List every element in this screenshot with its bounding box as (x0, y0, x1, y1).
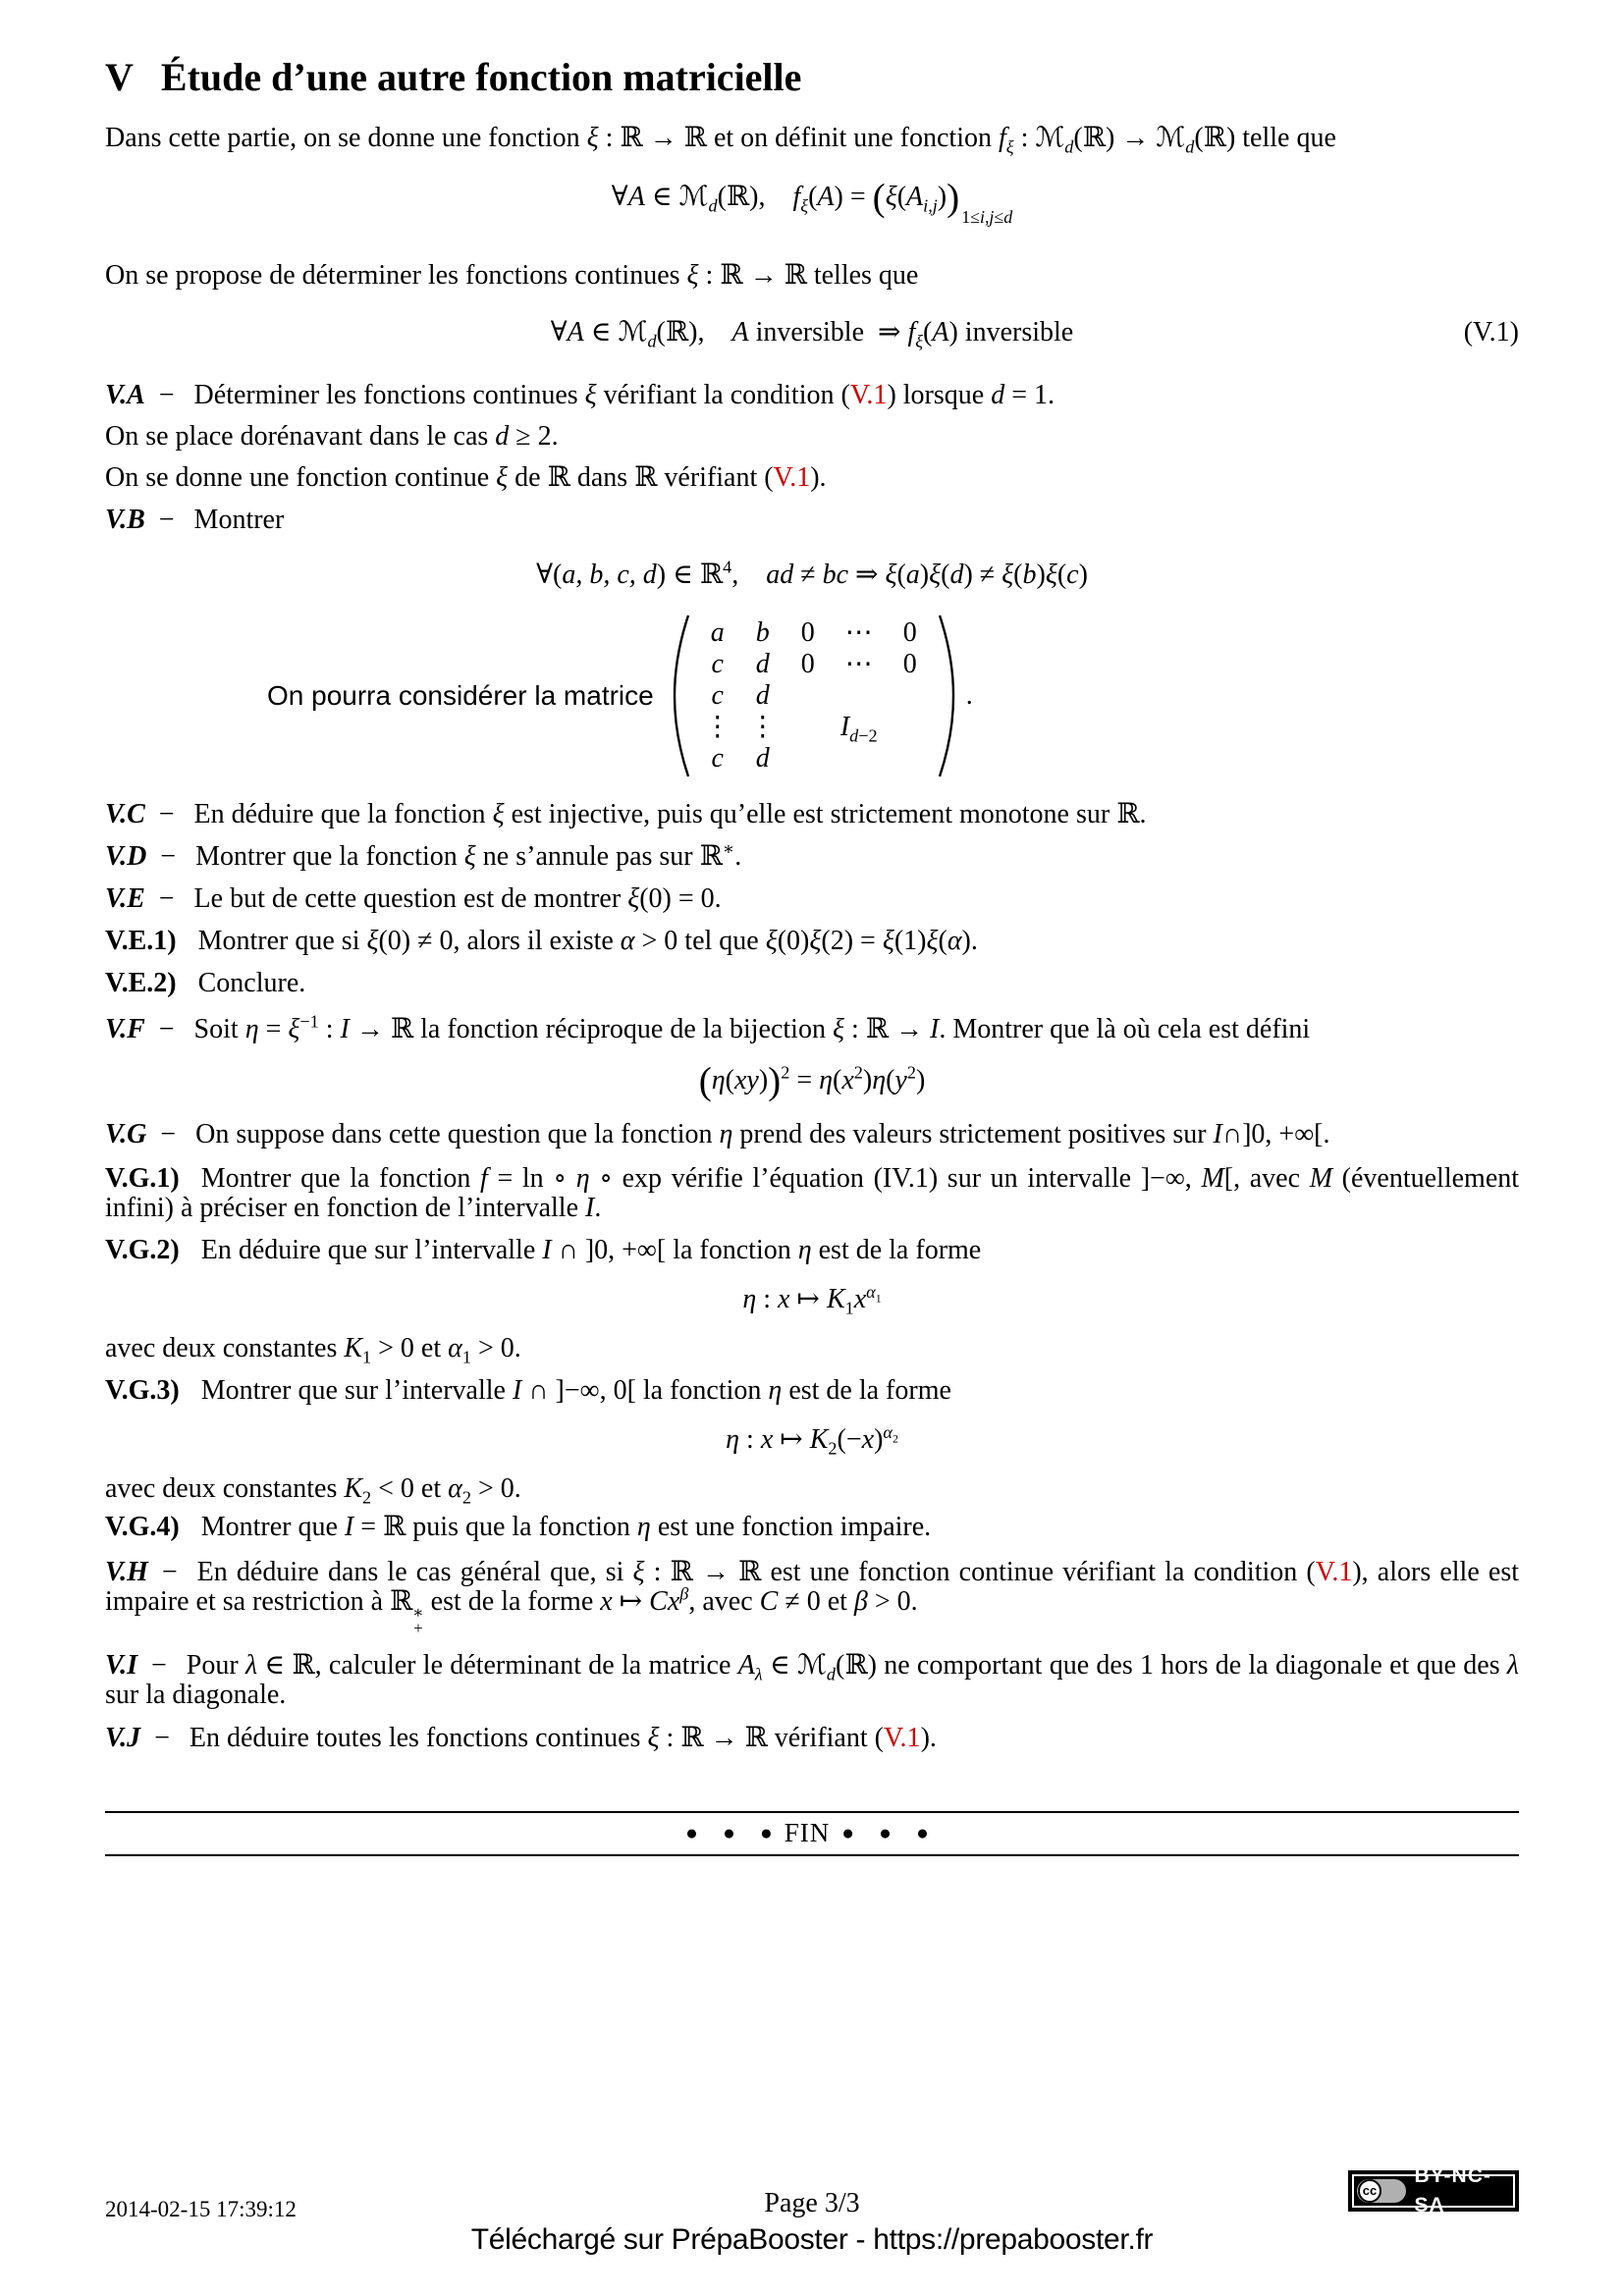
section-number: V (105, 55, 134, 99)
matrix-cell: c (711, 648, 724, 679)
paragraph-on-se-donne: On se donne une fonction continue ξ de ℝ dans ℝ vérifiant (V.1). (105, 461, 827, 493)
cc-license-badge[interactable] (1348, 2164, 1519, 2216)
cc-icon: cc (1358, 2179, 1381, 2203)
question-vg4: V.G.4) Montrer que I = ℝ puis que la fonction η est une fonction impaire. (105, 1512, 932, 1542)
equation-body: ∀(a, b, c, d) ∈ ℝ$^4$, ad ≠ bc ⇒ ξ(a)ξ(d) ≠ ξ(b)ξ(c) (536, 557, 1088, 590)
equation-body: ∀A ∈ ℳ$_d$(ℝ), A inversible ⇒ $f_\xi(A)$ inversible (550, 316, 1074, 351)
question-label: V.E.1) (105, 925, 177, 956)
footer-timestamp: 2014-02-15 17:39:12 (105, 2197, 297, 2221)
matrix (670, 612, 958, 780)
question-vg2: V.G.2) En déduire que sur l’intervalle I ∩ ]0, +∞[ la fonction η est de la forme (105, 1235, 982, 1265)
question-label: V.F (105, 1013, 145, 1044)
question-label: V.E (105, 882, 145, 914)
question-label: V.A (105, 379, 145, 410)
question-dash: − (158, 882, 175, 914)
equation-body: η : x ↦ $K_2(-x)^{\alpha_2}$ (726, 1421, 898, 1459)
footer-page-number: Page 3/3 (764, 2188, 860, 2218)
matrix-cell: ⋯ (844, 616, 873, 648)
question-vj: V.J − En déduire toutes les fonctions continues ξ : ℝ → ℝ vérifiant (V.1). (105, 1722, 937, 1753)
equation-def-fxi (105, 177, 1519, 232)
question-dash: − (158, 379, 175, 410)
paragraph-constantes-2: avec deux constantes $K_2 < 0$ et $\alpha_2 > 0$. (105, 1473, 521, 1508)
matrix-cell: 0 (902, 648, 917, 679)
question-ve1: V.E.1) Montrer que si ξ(0) ≠ 0, alors il existe α > 0 tel que ξ(0)ξ(2) = ξ(1)ξ(α). (105, 925, 978, 956)
equation-eta-positive (105, 1281, 1519, 1318)
question-dash: − (160, 1119, 177, 1149)
end-bullets-left: ● ● ● (685, 1821, 783, 1844)
question-label: V.I (105, 1649, 137, 1681)
matrix-cell: ⋮ (703, 711, 731, 742)
matrix-period: . (965, 679, 973, 711)
question-vc: V.C − En déduire que la fonction ξ est injective, puis qu’elle est strictement monotone sur ℝ. (105, 798, 1147, 829)
ref-v1-link[interactable]: V.1 (773, 461, 811, 493)
intro-paragraph: Dans cette partie, on se donne une fonction ξ : ℝ → ℝ et on définit une fonction $f_\xi$ : ℳ$_d$(ℝ) → ℳ$_d$(ℝ) telle que (105, 123, 1336, 157)
question-label: V.G.1) (105, 1163, 180, 1194)
question-dash: − (150, 1649, 167, 1681)
matrix-cell: 0 (902, 616, 917, 648)
right-paren (937, 612, 958, 780)
end-separator-inner (105, 1811, 1519, 1856)
question-label: V.E.2) (105, 967, 177, 998)
left-paren (670, 612, 691, 780)
matrix-intro-text: On pourra considérer la matrice (267, 679, 654, 711)
matrix-cell: a (710, 616, 725, 648)
equation-eta-negative (105, 1421, 1519, 1459)
end-bullets-right: ● ● ● (841, 1821, 939, 1844)
paragraph-dorenavant: On se place dorénavant dans le cas d ≥ 2. (105, 420, 559, 452)
question-label: V.J (105, 1722, 141, 1753)
equation-body: $(\eta(xy))^2 = \eta(x^2)\eta(y^2)$ (698, 1060, 926, 1102)
question-dash: − (161, 1557, 178, 1587)
question-dash: − (158, 1013, 175, 1044)
question-vb: V.B − Montrer (105, 504, 285, 535)
question-label: V.G (105, 1119, 147, 1149)
matrix-cell: 0 (800, 648, 815, 679)
matrix-cell: c (711, 679, 724, 711)
question-ve2: V.E.2) Conclure. (105, 967, 306, 998)
question-vf: V.F − Soit $\eta = \xi^{-1}$ : I → ℝ la fonction réciproque de la bijection ξ : ℝ → I. Montrer que là où cela est défini (105, 1011, 1311, 1044)
question-label: V.G.3) (105, 1375, 180, 1406)
equation-eta-square (105, 1060, 1519, 1102)
equation-body: ∀A ∈ ℳ$_d$(ℝ), $f_\xi(A) = (\xi(A_{i,j}))$ $_{1\le i,j\le d}$ (611, 177, 1013, 227)
question-ve: V.E − Le but de cette question est de montrer ξ(0) = 0. (105, 882, 722, 914)
question-vi: V.I − Pour λ ∈ ℝ, calculer le déterminant de la matrice $A_\lambda$ ∈ ℳ$_d$(ℝ) ne comportant que des 1 hors de la diagonale et que des λ sur la diagonale. (105, 1649, 1520, 1710)
question-dash: − (154, 1722, 170, 1753)
matrix-cell: ⋮ (748, 711, 777, 742)
matrix-identity-block: $I_{d-2}$ (839, 711, 878, 746)
question-label: V.H (105, 1557, 148, 1587)
question-va: V.A − Déterminer les fonctions continues ξ vérifiant la condition (V.1) lorsque d = 1. (105, 379, 1055, 410)
matrix-cell: b (755, 616, 770, 648)
matrix-cell: d (755, 679, 770, 711)
matrix-grid (695, 617, 933, 774)
paragraph-propose: On se propose de déterminer les fonctions continues ξ : ℝ → ℝ telles que (105, 259, 919, 291)
question-vg3: V.G.3) Montrer que sur l’intervalle I ∩ ]−∞, 0[ la fonction η est de la forme (105, 1375, 951, 1406)
matrix-cell: 0 (800, 616, 815, 648)
question-label: V.C (105, 798, 145, 829)
question-label: V.B (105, 504, 145, 535)
section-title (105, 55, 1519, 100)
matrix-cell: ⋯ (844, 648, 873, 679)
section-title-text: Étude d’une autre fonction matricielle (160, 55, 802, 99)
equation-tag-v1: (V.1) (1463, 316, 1519, 347)
ref-v1-link[interactable]: V.1 (883, 1722, 921, 1753)
question-vh: V.H − En déduire dans le cas général que, si ξ : ℝ → ℝ est une fonction continue vérifiant la condition (V.1), alors elle est impaire et sa restriction à ℝ ∗ + est de la forme x ↦ $Cx^\beta$, avec C ≠ 0 et β > 0. (105, 1557, 1519, 1637)
paragraph-constantes-1: avec deux constantes $K_1 > 0$ et $\alpha_1 > 0$. (105, 1333, 521, 1367)
equation-body: η : x ↦ $K_1x^{\alpha_1}$ (742, 1281, 882, 1318)
cc-license-label: BY-NC-SA (1414, 2164, 1491, 2216)
download-banner: Téléchargé sur PrépaBooster - https://prepabooster.fr (470, 2223, 1154, 2256)
question-label: V.G.4) (105, 1512, 180, 1542)
end-separator (105, 1811, 1519, 1856)
question-vd: V.D − Montrer que la fonction ξ ne s’annule pas sur ℝ∗. (105, 838, 742, 872)
question-dash: − (158, 798, 175, 829)
question-dash: − (158, 504, 175, 535)
equation-v1 (105, 316, 1519, 351)
ref-v1-link[interactable]: V.1 (1315, 1557, 1353, 1587)
matrix-cell: d (755, 742, 770, 774)
cc-badge-inner (1352, 2164, 1515, 2216)
question-vg1: V.G.1) Montrer que la fonction f = ln ∘ η ∘ exp vérifie l’équation (IV.1) sur un intervalle ]−∞, M[, avec M (éventuellement infini) à préciser en fonction de l’intervalle I. (105, 1163, 1520, 1223)
question-vg: V.G − On suppose dans cette question que la fonction η prend des valeurs strictement positives sur I∩]0, +∞[. (105, 1119, 1330, 1149)
matrix-cell: c (711, 742, 724, 774)
end-label: FIN (784, 1818, 831, 1847)
cc-logo-pill (1357, 2179, 1406, 2203)
question-label: V.D (105, 840, 147, 872)
matrix-cell: d (755, 648, 770, 679)
matrix-hint-line (267, 612, 1519, 780)
question-dash: − (160, 840, 177, 872)
equation-quadruplet (105, 557, 1519, 590)
ref-v1-link[interactable]: V.1 (849, 379, 888, 410)
question-label: V.G.2) (105, 1235, 180, 1265)
